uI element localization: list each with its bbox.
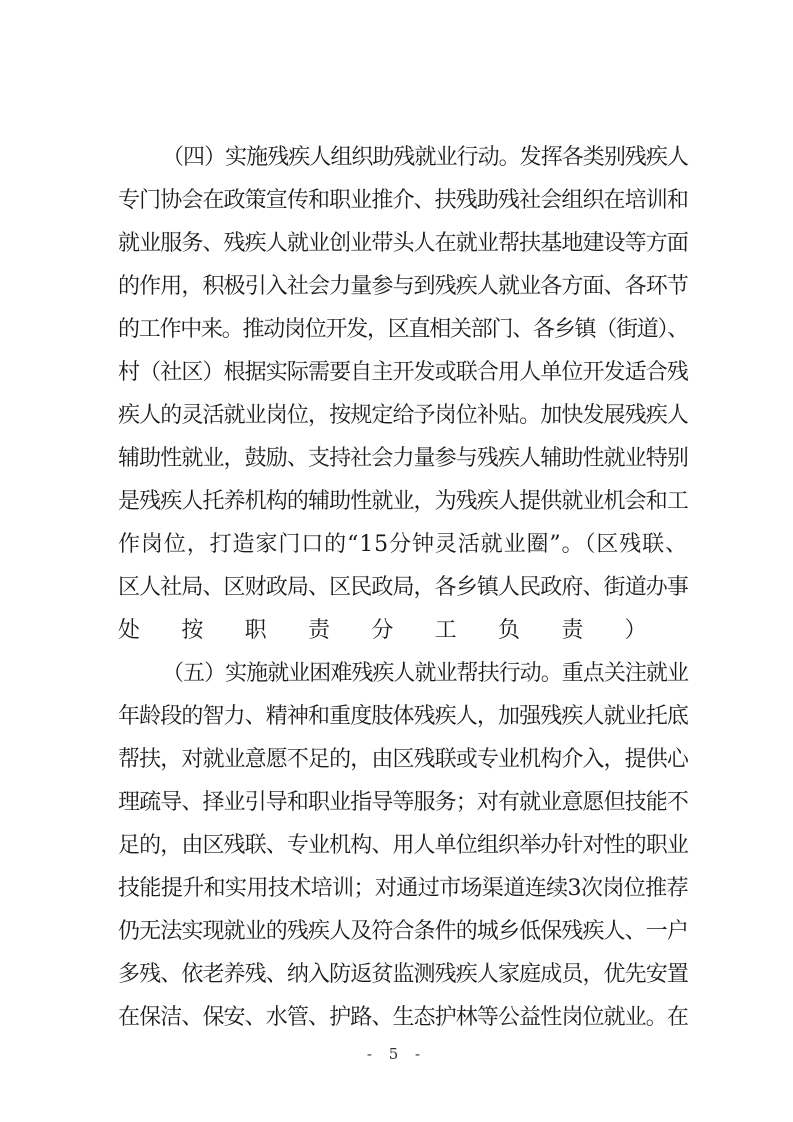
paragraph-4-line-6: 村（社区）根据实际需要自主开发或联合用人单位开发适合残 [118,360,688,385]
paragraph-4-line-1: （四）实施残疾人组织助残就业行动。发挥各类别残疾人 [162,145,688,170]
paragraph-4-line-2: 专门协会在政策宣传和职业推介、扶残助残社会组织在培训和 [118,188,688,213]
paragraph-5-line-4: 理疏导、择业引导和职业指导等服务；对有就业意愿但技能不 [118,790,688,815]
paragraph-4-line-7: 疾人的灵活就业岗位，按规定给予岗位补贴。加快发展残疾人 [118,403,688,428]
paragraph-5-line-7: 仍无法实现就业的残疾人及符合条件的城乡低保残疾人、一户 [118,919,688,944]
paragraph-5-line-6: 技能提升和实用技术培训；对通过市场渠道连续3次岗位推荐 [118,876,688,901]
paragraph-4-line-9: 是残疾人托养机构的辅助性就业，为残疾人提供就业机会和工 [118,489,688,514]
paragraph-5-line-3: 帮扶，对就业意愿不足的，由区残联或专业机构介入，提供心 [118,747,688,772]
paragraph-5-line-9: 在保洁、保安、水管、护路、生态护林等公益性岗位就业。在 [118,1005,688,1030]
paragraph-5-line-5: 足的，由区残联、专业机构、用人单位组织举办针对性的职业 [118,833,688,858]
paragraph-5-line-8: 多残、依老养残、纳入防返贫监测残疾人家庭成员，优先安置 [118,962,688,987]
paragraph-4-line-12: 处按职责分工负责） [118,618,688,643]
paragraph-4-line-10: 作岗位，打造家门口的“15分钟灵活就业圈”。（区残联、 [118,532,688,557]
page-number: - 5 - [366,1045,427,1063]
paragraph-4-line-3: 就业服务、残疾人就业创业带头人在就业帮扶基地建设等方面 [118,231,688,256]
paragraph-5-line-2: 年龄段的智力、精神和重度肢体残疾人，加强残疾人就业托底 [118,704,688,729]
paragraph-4-line-4: 的作用，积极引入社会力量参与到残疾人就业各方面、各环节 [118,274,688,299]
paragraph-4-line-8: 辅助性就业，鼓励、支持社会力量参与残疾人辅助性就业特别 [118,446,688,471]
paragraph-4-line-11: 区人社局、区财政局、区民政局，各乡镇人民政府、街道办事 [118,575,688,600]
paragraph-5-line-1: （五）实施就业困难残疾人就业帮扶行动。重点关注就业 [162,661,688,686]
paragraph-4-line-5: 的工作中来。推动岗位开发，区直相关部门、各乡镇（街道）、 [118,317,688,342]
